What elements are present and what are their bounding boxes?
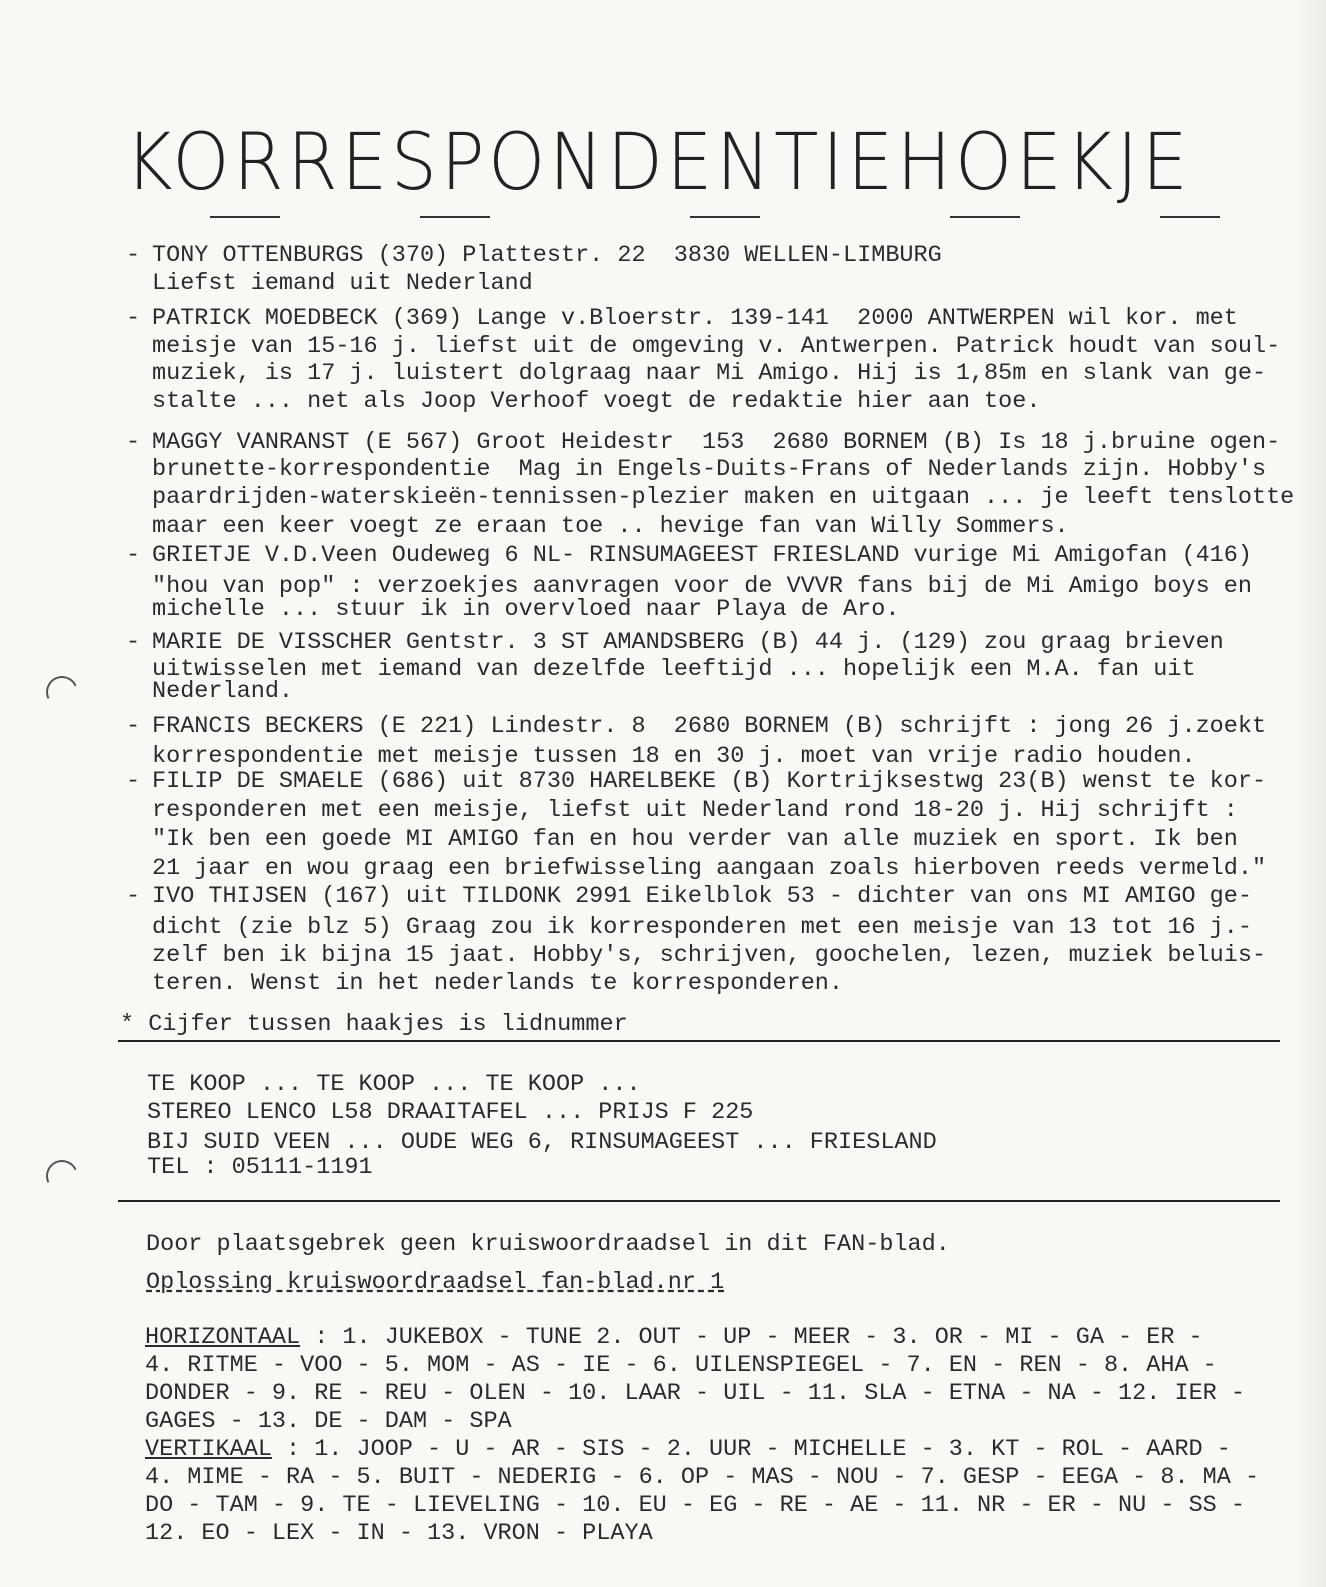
for-sale-line: TE KOOP ... TE KOOP ... TE KOOP ...	[147, 1071, 641, 1098]
entry-line: FILIP DE SMAELE (686) uit 8730 HARELBEKE (B) Kortrijksestwg 23(B) wenst te kor-	[152, 768, 1267, 795]
entry-line: dicht (zie blz 5) Graag zou ik korresponderen met een meisje van 13 tot 16 j.-	[152, 914, 1252, 941]
vertical-line: 12. EO - LEX - IN - 13. VRON - PLAYA	[145, 1520, 653, 1547]
vertical-label: VERTIKAAL	[145, 1436, 272, 1463]
entry-line: Nederland.	[152, 678, 294, 705]
for-sale-line: STEREO LENCO L58 DRAAITAFEL ... PRIJS F 225	[147, 1099, 754, 1126]
horizontal-line: GAGES - 13. DE - DAM - SPA	[145, 1408, 512, 1435]
entry-line: "hou van pop" : verzoekjes aanvragen voor de VVVR fans bij de Mi Amigo boys en	[152, 573, 1252, 600]
vertical-line: DO - TAM - 9. TE - LIEVELING - 10. EU - EG - RE - AE - 11. NR - ER - NU - SS -	[145, 1492, 1245, 1519]
page-edge-shadow	[1296, 0, 1326, 1587]
entry-line: paardrijden-waterskieën-tennissen-plezier maken en uitgaan ... je leeft tenslotte	[152, 484, 1295, 511]
entry-line: MARIE DE VISSCHER Gentstr. 3 ST AMANDSBERG (B) 44 j. (129) zou graag brieven	[152, 629, 1224, 656]
entry-bullet: -	[126, 629, 141, 656]
entry-line: uitwisselen met iemand van dezelfde leeftijd ... hopelijk een M.A. fan uit	[152, 656, 1196, 683]
entry-line: stalte ... net als Joop Verhoof voegt de redaktie hier aan toe.	[152, 388, 1041, 415]
entry-bullet: -	[126, 768, 141, 795]
entry-line: PATRICK MOEDBECK (369) Lange v.Bloerstr. 139-141 2000 ANTWERPEN wil kor. met	[152, 305, 1238, 332]
entry-line: responderen met een meisje, liefst uit Nederland rond 18-20 j. Hij schrijft :	[152, 797, 1238, 824]
notice: Door plaatsgebrek geen kruiswoordraadsel in dit FAN-blad.	[146, 1231, 950, 1258]
horizontal-label: HORIZONTAAL	[145, 1324, 301, 1351]
divider	[118, 1040, 1280, 1042]
entry-line: maar een keer voegt ze eraan toe .. hevige fan van Willy Sommers.	[152, 513, 1069, 540]
title-dash	[1160, 216, 1220, 218]
entry-bullet: -	[126, 305, 141, 332]
title-dash	[420, 216, 490, 218]
entry-line: TONY OTTENBURGS (370) Plattestr. 22 3830 WELLEN-LIMBURG	[152, 242, 942, 269]
divider	[118, 1200, 1280, 1202]
entry-line: IVO THIJSEN (167) uit TILDONK 2991 Eikelblok 53 - dichter van ons MI AMIGO ge-	[152, 883, 1252, 910]
entry-line: MAGGY VANRANST (E 567) Groot Heidestr 153 2680 BORNEM (B) Is 18 j.bruine ogen-	[152, 429, 1281, 456]
entry-line: zelf ben ik bijna 15 jaat. Hobby's, schrijven, goochelen, lezen, muziek beluis-	[152, 942, 1267, 969]
entry-line: michelle ... stuur ik in overvloed naar Playa de Aro.	[152, 596, 900, 623]
entry-line: FRANCIS BECKERS (E 221) Lindestr. 8 2680 BORNEM (B) schrijft : jong 26 j.zoekt	[152, 713, 1267, 740]
entry-line: brunette-korrespondentie Mag in Engels-Duits-Frans of Nederlands zijn. Hobby's	[152, 456, 1267, 483]
punch-hole	[41, 1155, 82, 1196]
entry-bullet: -	[126, 883, 141, 910]
punch-hole	[41, 671, 82, 712]
entry-line: Liefst iemand uit Nederland	[152, 270, 533, 297]
horizontal-line: : 1. JUKEBOX - TUNE 2. OUT - UP - MEER - 3. OR - MI - GA - ER -	[300, 1324, 1203, 1351]
entry-line: "Ik ben een goede MI AMIGO fan en hou verder van alle muziek en sport. Ik ben	[152, 826, 1238, 853]
entry-line: teren. Wenst in het nederlands te korresponderen.	[152, 970, 844, 997]
for-sale-line: TEL : 05111-1191	[147, 1154, 373, 1181]
entry-bullet: -	[126, 713, 141, 740]
page-title: KORRESPONDENTIEHOEKJE	[125, 118, 1192, 208]
title-dash	[210, 216, 280, 218]
entry-line: korrespondentie met meisje tussen 18 en 30 j. moet van vrije radio houden.	[152, 743, 1196, 770]
vertical-line: : 1. JOOP - U - AR - SIS - 2. UUR - MICHELLE - 3. KT - ROL - AARD -	[271, 1436, 1231, 1463]
for-sale-line: BIJ SUID VEEN ... OUDE WEG 6, RINSUMAGEEST ... FRIESLAND	[147, 1129, 937, 1156]
entry-bullet: -	[126, 429, 141, 456]
entry-line: muziek, is 17 j. luistert dolgraag naar Mi Amigo. Hij is 1,85m en slank van ge-	[152, 360, 1267, 387]
entry-line: GRIETJE V.D.Veen Oudeweg 6 NL- RINSUMAGEEST FRIESLAND vurige Mi Amigofan (416)	[152, 542, 1252, 569]
footnote: * Cijfer tussen haakjes is lidnummer	[120, 1011, 628, 1038]
title-dash	[950, 216, 1020, 218]
vertical-line: 4. MIME - RA - 5. BUIT - NEDERIG - 6. OP - MAS - NOU - 7. GESP - EEGA - 8. MA -	[145, 1464, 1260, 1491]
entry-line: meisje van 15-16 j. liefst uit de omgeving v. Antwerpen. Patrick houdt van soul-	[152, 333, 1281, 360]
entry-line: 21 jaar en wou graag een briefwisseling aangaan zoals hierboven reeds vermeld."	[152, 855, 1267, 882]
entry-bullet: -	[126, 542, 141, 569]
horizontal-line: DONDER - 9. RE - REU - OLEN - 10. LAAR - UIL - 11. SLA - ETNA - NA - 12. IER -	[145, 1380, 1245, 1407]
solution-title: Oplossing kruiswoordraadsel fan-blad.nr 1	[146, 1269, 725, 1296]
horizontal-line: 4. RITME - VOO - 5. MOM - AS - IE - 6. UILENSPIEGEL - 7. EN - REN - 8. AHA -	[145, 1352, 1217, 1379]
title-dash	[690, 216, 760, 218]
entry-bullet: -	[126, 242, 141, 269]
